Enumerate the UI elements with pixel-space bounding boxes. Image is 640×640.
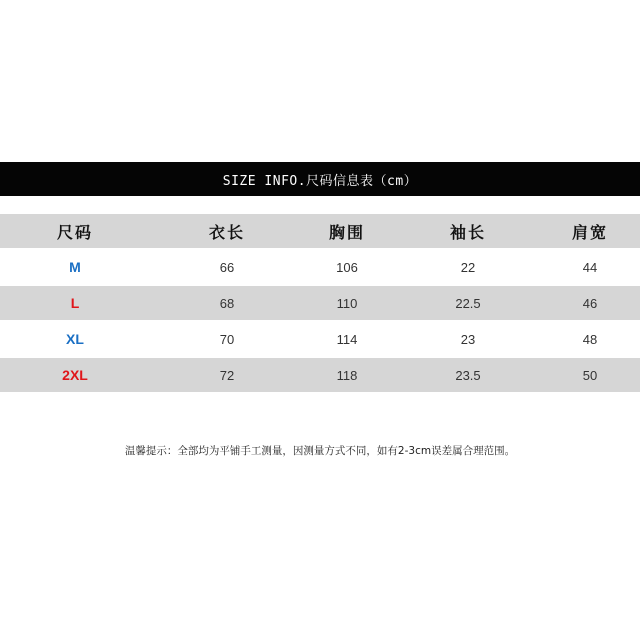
table-row — [0, 322, 640, 356]
length-value: 68 — [219, 295, 235, 311]
sleeve-value: 22 — [460, 259, 476, 275]
table-row — [0, 250, 640, 284]
chest-value: 118 — [336, 367, 358, 383]
length-value: 66 — [219, 259, 235, 275]
header-chest: 胸围 — [328, 222, 366, 242]
header-size: 尺码 — [56, 222, 94, 242]
length-value: 72 — [219, 367, 235, 383]
length-value: 70 — [219, 331, 235, 347]
header-sleeve: 袖长 — [449, 222, 487, 242]
table-row — [0, 286, 640, 320]
sleeve-value: 23.5 — [455, 367, 481, 383]
sleeve-value: 23 — [460, 331, 476, 347]
shoulder-value: 44 — [582, 259, 598, 275]
chest-value: 110 — [336, 295, 358, 311]
chest-value: 106 — [336, 259, 358, 275]
header-length: 衣长 — [208, 222, 246, 242]
size-label-l: L — [70, 295, 80, 311]
shoulder-value: 48 — [582, 331, 598, 347]
shoulder-value: 50 — [582, 367, 598, 383]
title-bar — [0, 162, 640, 196]
table-row — [0, 358, 640, 392]
size-label-2xl: 2XL — [62, 367, 88, 383]
size-label-m: M — [69, 259, 81, 275]
measurement-note: 温馨提示：全部均为平铺手工测量，因测量方式不同，如有2-3cm误差属合理范围。 — [124, 445, 516, 457]
size-label-xl: XL — [66, 331, 84, 347]
chart-title: SIZE INFO.尺码信息表（cm） — [222, 173, 418, 189]
chest-value: 114 — [336, 331, 358, 347]
header-shoulder: 肩宽 — [571, 222, 609, 242]
header-row — [0, 214, 640, 248]
shoulder-value: 46 — [582, 295, 598, 311]
sleeve-value: 22.5 — [455, 295, 481, 311]
